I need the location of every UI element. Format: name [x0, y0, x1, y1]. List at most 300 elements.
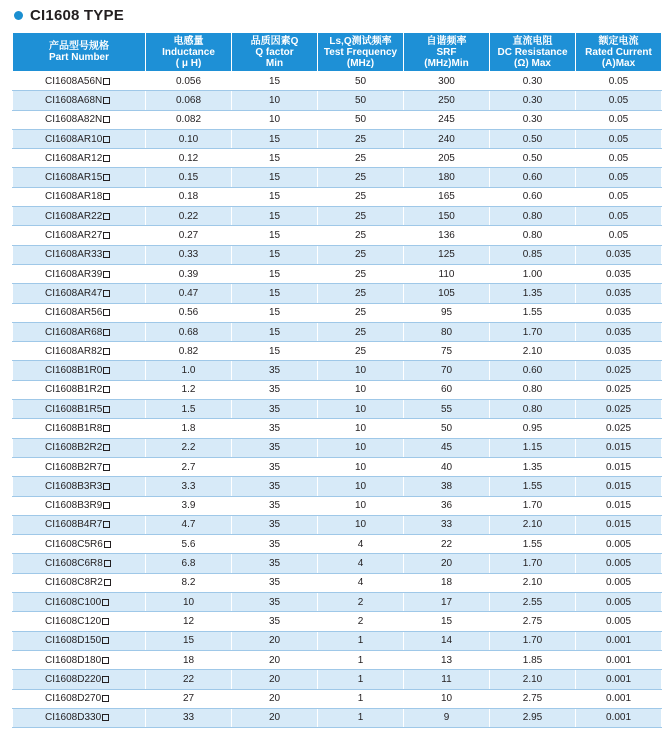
cell-rated-current: 0.005: [576, 535, 662, 554]
cell-dc-resistance: 0.30: [490, 91, 576, 110]
cell-q-factor: 15: [232, 226, 318, 245]
table-row: [13, 380, 662, 399]
cell-q-factor: 35: [232, 573, 318, 592]
cell-test-frequency: 10: [318, 380, 404, 399]
cell-test-frequency: 50: [318, 91, 404, 110]
cell-rated-current: 0.05: [576, 168, 662, 187]
cell-inductance: 15: [146, 631, 232, 650]
cell-q-factor: 15: [232, 129, 318, 148]
suffix-box-icon: [103, 155, 110, 162]
cell-test-frequency: 50: [318, 110, 404, 129]
cell-inductance: 0.10: [146, 129, 232, 148]
cell-q-factor: 15: [232, 322, 318, 341]
part-number-text: CI1608B3R9: [45, 500, 103, 512]
header-line: Min: [265, 57, 284, 69]
cell-inductance: 0.82: [146, 342, 232, 361]
table-row: [13, 631, 662, 650]
cell-srf: 75: [404, 342, 490, 361]
part-number-text: CI1608B2R2: [45, 442, 103, 454]
suffix-box-icon: [102, 657, 109, 664]
suffix-box-icon: [103, 521, 110, 528]
cell-part-number: [13, 438, 146, 457]
cell-dc-resistance: 0.80: [490, 380, 576, 399]
cell-test-frequency: 25: [318, 149, 404, 168]
cell-q-factor: 15: [232, 207, 318, 226]
cell-srf: 17: [404, 593, 490, 612]
cell-inductance: 0.27: [146, 226, 232, 245]
cell-srf: 50: [404, 419, 490, 438]
header-part-number: [13, 33, 146, 72]
suffix-box-icon: [102, 714, 109, 721]
cell-rated-current: 0.025: [576, 380, 662, 399]
page-title: CI1608 TYPE: [30, 6, 124, 24]
cell-inductance: 33: [146, 708, 232, 727]
part-number-text: CI1608AR18: [45, 191, 103, 203]
cell-test-frequency: 25: [318, 245, 404, 264]
cell-inductance: 18: [146, 650, 232, 669]
cell-q-factor: 15: [232, 72, 318, 91]
cell-q-factor: 20: [232, 650, 318, 669]
cell-part-number: [13, 264, 146, 283]
cell-rated-current: 0.005: [576, 554, 662, 573]
cell-part-number: [13, 168, 146, 187]
table-body: [13, 72, 662, 728]
cell-part-number: [13, 689, 146, 708]
table-row: [13, 612, 662, 631]
cell-test-frequency: 10: [318, 515, 404, 534]
cell-q-factor: 35: [232, 477, 318, 496]
cell-q-factor: 35: [232, 515, 318, 534]
table-row: [13, 496, 662, 515]
cell-srf: 33: [404, 515, 490, 534]
suffix-box-icon: [103, 193, 110, 200]
cell-part-number: [13, 612, 146, 631]
cell-q-factor: 15: [232, 264, 318, 283]
cell-srf: 9: [404, 708, 490, 727]
header-line: Rated Current: [585, 46, 652, 58]
table-row: [13, 477, 662, 496]
cell-rated-current: 0.001: [576, 650, 662, 669]
cell-inductance: 0.68: [146, 322, 232, 341]
cell-rated-current: 0.035: [576, 322, 662, 341]
cell-inductance: 22: [146, 670, 232, 689]
table-row: [13, 284, 662, 303]
header-line: 品质因素Q: [250, 35, 299, 47]
cell-q-factor: 15: [232, 187, 318, 206]
cell-srf: 70: [404, 361, 490, 380]
part-number-text: CI1608C120: [45, 615, 102, 627]
suffix-box-icon: [104, 560, 111, 567]
cell-test-frequency: 1: [318, 650, 404, 669]
suffix-box-icon: [104, 541, 111, 548]
table-row: [13, 438, 662, 457]
cell-dc-resistance: 0.50: [490, 129, 576, 148]
cell-q-factor: 20: [232, 631, 318, 650]
table-row: [13, 457, 662, 476]
cell-srf: 22: [404, 535, 490, 554]
table-row: [13, 689, 662, 708]
cell-part-number: [13, 554, 146, 573]
cell-part-number: [13, 110, 146, 129]
cell-rated-current: 0.035: [576, 245, 662, 264]
cell-part-number: [13, 284, 146, 303]
cell-q-factor: 15: [232, 342, 318, 361]
cell-q-factor: 35: [232, 612, 318, 631]
cell-part-number: [13, 515, 146, 534]
suffix-box-icon: [103, 97, 110, 104]
part-number-text: CI1608A82N: [45, 114, 103, 126]
part-number-text: CI1608B4R7: [45, 519, 103, 531]
cell-part-number: [13, 380, 146, 399]
cell-rated-current: 0.035: [576, 264, 662, 283]
cell-srf: 300: [404, 72, 490, 91]
cell-part-number: [13, 419, 146, 438]
cell-rated-current: 0.015: [576, 457, 662, 476]
cell-test-frequency: 2: [318, 612, 404, 631]
header-line: (MHz)Min: [424, 57, 469, 69]
cell-test-frequency: 50: [318, 72, 404, 91]
cell-test-frequency: 10: [318, 477, 404, 496]
table-row: [13, 110, 662, 129]
header-line: (MHz): [346, 57, 375, 69]
cell-dc-resistance: 1.55: [490, 477, 576, 496]
cell-test-frequency: 10: [318, 457, 404, 476]
header-srf: [404, 33, 490, 72]
cell-inductance: 0.15: [146, 168, 232, 187]
cell-srf: 60: [404, 380, 490, 399]
cell-q-factor: 35: [232, 457, 318, 476]
cell-inductance: 1.0: [146, 361, 232, 380]
cell-srf: 240: [404, 129, 490, 148]
table-row: [13, 342, 662, 361]
cell-inductance: 0.39: [146, 264, 232, 283]
cell-srf: 110: [404, 264, 490, 283]
cell-test-frequency: 25: [318, 322, 404, 341]
part-number-text: CI1608AR47: [45, 287, 103, 299]
cell-q-factor: 10: [232, 91, 318, 110]
cell-dc-resistance: 2.10: [490, 573, 576, 592]
suffix-box-icon: [104, 579, 111, 586]
cell-inductance: 3.9: [146, 496, 232, 515]
suffix-box-icon: [103, 367, 110, 374]
suffix-box-icon: [102, 637, 109, 644]
cell-rated-current: 0.001: [576, 670, 662, 689]
part-number-text: CI1608B3R3: [45, 480, 103, 492]
cell-rated-current: 0.015: [576, 477, 662, 496]
cell-q-factor: 20: [232, 708, 318, 727]
cell-part-number: [13, 207, 146, 226]
cell-srf: 45: [404, 438, 490, 457]
cell-q-factor: 35: [232, 380, 318, 399]
cell-q-factor: 15: [232, 284, 318, 303]
cell-rated-current: 0.001: [576, 689, 662, 708]
cell-test-frequency: 4: [318, 573, 404, 592]
cell-inductance: 0.056: [146, 72, 232, 91]
table-row: [13, 554, 662, 573]
cell-inductance: 2.2: [146, 438, 232, 457]
cell-srf: 136: [404, 226, 490, 245]
cell-q-factor: 35: [232, 554, 318, 573]
suffix-box-icon: [103, 136, 110, 143]
cell-inductance: 0.12: [146, 149, 232, 168]
cell-part-number: [13, 91, 146, 110]
table-row: [13, 573, 662, 592]
part-number-text: CI1608B1R8: [45, 422, 103, 434]
cell-part-number: [13, 535, 146, 554]
header-dc-resistance: [490, 33, 576, 72]
cell-dc-resistance: 2.10: [490, 515, 576, 534]
suffix-box-icon: [102, 618, 109, 625]
cell-test-frequency: 25: [318, 303, 404, 322]
cell-inductance: 1.8: [146, 419, 232, 438]
cell-inductance: 0.082: [146, 110, 232, 129]
cell-inductance: 3.3: [146, 477, 232, 496]
table-row: [13, 245, 662, 264]
cell-srf: 11: [404, 670, 490, 689]
cell-test-frequency: 1: [318, 708, 404, 727]
part-number-text: CI1608AR82: [45, 345, 103, 357]
cell-part-number: [13, 361, 146, 380]
cell-srf: 14: [404, 631, 490, 650]
table-row: [13, 303, 662, 322]
header-test-frequency: [318, 33, 404, 72]
part-number-text: CI1608C6R8: [45, 558, 103, 570]
part-number-text: CI1608B1R2: [45, 384, 103, 396]
suffix-box-icon: [102, 599, 109, 606]
part-number-text: CI1608AR39: [45, 268, 103, 280]
bullet-icon: [14, 11, 23, 20]
suffix-box-icon: [103, 329, 110, 336]
cell-srf: 13: [404, 650, 490, 669]
cell-dc-resistance: 2.75: [490, 689, 576, 708]
table-row: [13, 400, 662, 419]
table-row: [13, 650, 662, 669]
cell-srf: 95: [404, 303, 490, 322]
cell-srf: 250: [404, 91, 490, 110]
cell-rated-current: 0.015: [576, 438, 662, 457]
cell-part-number: [13, 245, 146, 264]
cell-srf: 40: [404, 457, 490, 476]
cell-dc-resistance: 1.85: [490, 650, 576, 669]
table-row: [13, 593, 662, 612]
cell-test-frequency: 25: [318, 187, 404, 206]
table-row: [13, 129, 662, 148]
table-row: [13, 361, 662, 380]
cell-test-frequency: 25: [318, 168, 404, 187]
table-row: [13, 708, 662, 727]
suffix-box-icon: [103, 309, 110, 316]
part-number-text: CI1608D330: [45, 712, 102, 724]
cell-dc-resistance: 0.95: [490, 419, 576, 438]
part-number-text: CI1608AR12: [45, 152, 103, 164]
header-line: Inductance: [162, 46, 215, 58]
cell-q-factor: 35: [232, 419, 318, 438]
suffix-box-icon: [103, 232, 110, 239]
part-number-text: CI1608B2R7: [45, 461, 103, 473]
cell-dc-resistance: 0.85: [490, 245, 576, 264]
cell-rated-current: 0.035: [576, 303, 662, 322]
suffix-box-icon: [103, 290, 110, 297]
cell-srf: 15: [404, 612, 490, 631]
header-row: [13, 33, 662, 72]
cell-rated-current: 0.05: [576, 207, 662, 226]
cell-dc-resistance: 2.95: [490, 708, 576, 727]
spec-table: [12, 32, 662, 728]
cell-part-number: [13, 496, 146, 515]
table-row: [13, 515, 662, 534]
cell-part-number: [13, 303, 146, 322]
cell-dc-resistance: 0.30: [490, 72, 576, 91]
header-line: Part Number: [48, 52, 109, 63]
suffix-box-icon: [103, 406, 110, 413]
cell-rated-current: 0.05: [576, 91, 662, 110]
cell-part-number: [13, 322, 146, 341]
cell-dc-resistance: 2.10: [490, 342, 576, 361]
cell-q-factor: 35: [232, 400, 318, 419]
cell-rated-current: 0.05: [576, 129, 662, 148]
cell-inductance: 0.18: [146, 187, 232, 206]
cell-inductance: 5.6: [146, 535, 232, 554]
table-row: [13, 264, 662, 283]
table-row: [13, 149, 662, 168]
suffix-box-icon: [103, 464, 110, 471]
cell-q-factor: 10: [232, 110, 318, 129]
suffix-box-icon: [103, 116, 110, 123]
cell-rated-current: 0.015: [576, 496, 662, 515]
cell-dc-resistance: 1.70: [490, 554, 576, 573]
cell-q-factor: 35: [232, 535, 318, 554]
cell-dc-resistance: 0.30: [490, 110, 576, 129]
part-number-text: CI1608D150: [45, 635, 102, 647]
cell-part-number: [13, 149, 146, 168]
cell-test-frequency: 4: [318, 554, 404, 573]
cell-test-frequency: 10: [318, 400, 404, 419]
cell-dc-resistance: 0.60: [490, 187, 576, 206]
suffix-box-icon: [103, 502, 110, 509]
cell-rated-current: 0.005: [576, 612, 662, 631]
cell-srf: 150: [404, 207, 490, 226]
cell-inductance: 27: [146, 689, 232, 708]
part-number-text: CI1608AR56: [45, 307, 103, 319]
part-number-text: CI1608A68N: [45, 94, 103, 106]
table-row: [13, 535, 662, 554]
cell-part-number: [13, 573, 146, 592]
header-line: (A)Max: [601, 57, 636, 69]
cell-srf: 165: [404, 187, 490, 206]
cell-dc-resistance: 1.15: [490, 438, 576, 457]
header-line: 电感量: [173, 35, 204, 47]
cell-part-number: [13, 593, 146, 612]
suffix-box-icon: [103, 174, 110, 181]
cell-part-number: [13, 226, 146, 245]
cell-rated-current: 0.05: [576, 187, 662, 206]
cell-q-factor: 20: [232, 670, 318, 689]
part-number-text: CI1608C100: [45, 596, 102, 608]
cell-rated-current: 0.015: [576, 515, 662, 534]
cell-part-number: [13, 650, 146, 669]
header-line: 自谐频率: [426, 35, 467, 47]
part-number-text: CI1608D180: [45, 654, 102, 666]
part-number-text: CI1608B1R0: [45, 365, 103, 377]
cell-test-frequency: 1: [318, 670, 404, 689]
cell-srf: 125: [404, 245, 490, 264]
cell-rated-current: 0.05: [576, 72, 662, 91]
cell-srf: 18: [404, 573, 490, 592]
cell-rated-current: 0.05: [576, 110, 662, 129]
suffix-box-icon: [102, 676, 109, 683]
suffix-box-icon: [103, 78, 110, 85]
suffix-box-icon: [103, 271, 110, 278]
part-number-text: CI1608C5R6: [45, 538, 103, 550]
suffix-box-icon: [103, 444, 110, 451]
table-row: [13, 187, 662, 206]
cell-rated-current: 0.005: [576, 573, 662, 592]
cell-dc-resistance: 0.80: [490, 207, 576, 226]
cell-test-frequency: 10: [318, 419, 404, 438]
cell-test-frequency: 10: [318, 438, 404, 457]
suffix-box-icon: [103, 483, 110, 490]
cell-rated-current: 0.001: [576, 631, 662, 650]
cell-srf: 245: [404, 110, 490, 129]
cell-part-number: [13, 477, 146, 496]
cell-srf: 38: [404, 477, 490, 496]
header-line: 产品型号规格: [49, 41, 109, 52]
table-row: [13, 322, 662, 341]
cell-rated-current: 0.001: [576, 708, 662, 727]
suffix-box-icon: [103, 425, 110, 432]
cell-inductance: 0.22: [146, 207, 232, 226]
cell-test-frequency: 25: [318, 207, 404, 226]
cell-dc-resistance: 1.70: [490, 322, 576, 341]
cell-dc-resistance: 1.00: [490, 264, 576, 283]
cell-inductance: 8.2: [146, 573, 232, 592]
cell-dc-resistance: 2.55: [490, 593, 576, 612]
cell-part-number: [13, 72, 146, 91]
cell-inductance: 0.47: [146, 284, 232, 303]
part-number-text: CI1608AR27: [45, 230, 103, 242]
cell-part-number: [13, 129, 146, 148]
cell-part-number: [13, 631, 146, 650]
cell-rated-current: 0.025: [576, 400, 662, 419]
cell-dc-resistance: 0.80: [490, 400, 576, 419]
cell-srf: 20: [404, 554, 490, 573]
suffix-box-icon: [103, 213, 110, 220]
part-number-text: CI1608C8R2: [45, 577, 103, 589]
cell-inductance: 10: [146, 593, 232, 612]
cell-dc-resistance: 1.70: [490, 496, 576, 515]
cell-test-frequency: 10: [318, 361, 404, 380]
cell-inductance: 4.7: [146, 515, 232, 534]
cell-rated-current: 0.025: [576, 419, 662, 438]
cell-part-number: [13, 342, 146, 361]
table-header: [13, 33, 662, 72]
table-row: [13, 226, 662, 245]
cell-srf: 180: [404, 168, 490, 187]
table-row: [13, 419, 662, 438]
cell-dc-resistance: 1.35: [490, 284, 576, 303]
suffix-box-icon: [103, 251, 110, 258]
cell-part-number: [13, 400, 146, 419]
cell-dc-resistance: 1.35: [490, 457, 576, 476]
cell-inductance: 12: [146, 612, 232, 631]
cell-inductance: 1.2: [146, 380, 232, 399]
table-row: [13, 168, 662, 187]
cell-rated-current: 0.035: [576, 284, 662, 303]
cell-test-frequency: 1: [318, 689, 404, 708]
part-number-text: CI1608D220: [45, 673, 102, 685]
cell-test-frequency: 2: [318, 593, 404, 612]
cell-part-number: [13, 457, 146, 476]
